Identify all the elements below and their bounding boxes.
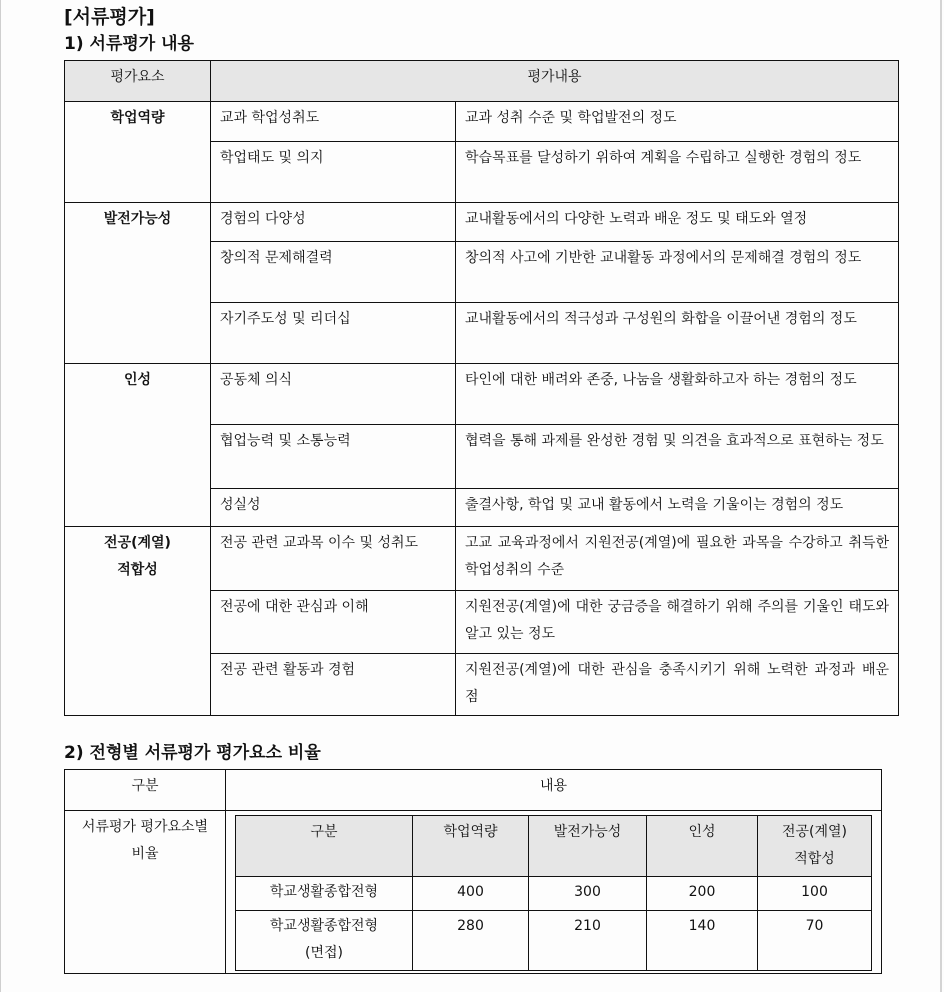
item-cell: 자기주도성 및 리더십 xyxy=(211,303,456,364)
desc-cell: 출결사항, 학업 및 교내 활동에서 노력을 기울이는 경험의 정도 xyxy=(456,489,899,527)
nested-header-major-fit xyxy=(758,816,872,877)
desc-cell: 협력을 통해 과제를 완성한 경험 및 의견을 효과적으로 표현하는 정도 xyxy=(456,425,899,489)
row-label-cell xyxy=(65,811,226,974)
desc-cell: 창의적 사고에 기반한 교내활동 과정에서의 문제해결 경험의 정도 xyxy=(456,242,899,303)
item-cell: 협업능력 및 소통능력 xyxy=(211,425,456,489)
desc-cell: 지원전공(계열)에 대한 관심을 충족시키기 위해 노력한 과정과 배운 점 xyxy=(456,654,899,716)
academic-cell: 280 xyxy=(413,911,529,971)
category-cell: 학업역량 xyxy=(65,102,211,203)
desc-cell: 교내활동에서의 다양한 노력과 배운 정도 및 태도와 열정 xyxy=(456,203,899,242)
major-fit-cell: 70 xyxy=(758,911,872,971)
category-line2: 적합성 xyxy=(117,562,158,578)
item-cell: 공동체 의식 xyxy=(211,364,456,425)
row-label-line2: 비율 xyxy=(131,846,159,862)
item-cell: 경험의 다양성 xyxy=(211,203,456,242)
category-cell xyxy=(65,527,211,716)
nested-table-cell xyxy=(226,811,882,974)
desc-cell: 교과 성취 수준 및 학업발전의 정도 xyxy=(456,102,899,142)
nested-header-major-fit-line1: 전공(계열) xyxy=(781,824,848,840)
item-cell: 성실성 xyxy=(211,489,456,527)
nested-header-row xyxy=(236,816,872,877)
header-content: 내용 xyxy=(226,770,882,811)
table-row xyxy=(65,527,899,591)
item-cell: 교과 학업성취도 xyxy=(211,102,456,142)
desc-cell: 지원전공(계열)에 대한 궁금증을 해결하기 위해 주의를 기울인 태도와 알고 있는 정도 xyxy=(456,591,899,654)
header-division: 구분 xyxy=(65,770,226,811)
potential-cell: 210 xyxy=(529,911,647,971)
type-line1: 학교생활종합전형 xyxy=(269,918,379,934)
table-row xyxy=(236,911,872,971)
desc-cell: 고교 교육과정에서 지원전공(계열)에 필요한 과목을 수강하고 취득한 학업성취의 수준 xyxy=(456,527,899,591)
item-cell: 전공 관련 교과목 이수 및 성취도 xyxy=(211,527,456,591)
desc-cell: 타인에 대한 배려와 존중, 나눔을 생활화하고자 하는 경험의 정도 xyxy=(456,364,899,425)
nested-header-academic: 학업역량 xyxy=(413,816,529,877)
category-cell: 인성 xyxy=(65,364,211,527)
header-content: 평가내용 xyxy=(211,61,899,102)
nested-header-potential: 발전가능성 xyxy=(529,816,647,877)
character-cell: 140 xyxy=(647,911,758,971)
header-element: 평가요소 xyxy=(65,61,211,102)
nested-header-type: 구분 xyxy=(236,816,413,877)
desc-cell: 교내활동에서의 적극성과 구성원의 화합을 이끌어낸 경험의 정도 xyxy=(456,303,899,364)
evaluation-content-table xyxy=(64,60,899,716)
table-header-row xyxy=(65,770,882,811)
item-cell: 전공에 대한 관심과 이해 xyxy=(211,591,456,654)
document-title: [서류평가] xyxy=(64,6,155,28)
table-row xyxy=(65,102,899,142)
potential-cell: 300 xyxy=(529,877,647,911)
table-header-row xyxy=(65,61,899,102)
type-cell: 학교생활종합전형 xyxy=(236,877,413,911)
table-row xyxy=(65,203,899,242)
row-label-line1: 서류평가 평가요소별 xyxy=(81,819,209,835)
academic-cell: 400 xyxy=(413,877,529,911)
item-cell: 전공 관련 활동과 경험 xyxy=(211,654,456,716)
page-edge-left xyxy=(0,0,1,992)
section2-heading: 2) 전형별 서류평가 평가요소 비율 xyxy=(64,743,321,763)
type-cell xyxy=(236,911,413,971)
character-cell: 200 xyxy=(647,877,758,911)
major-fit-cell: 100 xyxy=(758,877,872,911)
item-cell: 학업태도 및 의지 xyxy=(211,142,456,203)
section1-heading: 1) 서류평가 내용 xyxy=(64,34,194,54)
table-row xyxy=(236,877,872,911)
nested-header-character: 인성 xyxy=(647,816,758,877)
table-row xyxy=(65,811,882,974)
page-edge-right xyxy=(940,0,942,992)
desc-cell: 학습목표를 달성하기 위하여 계획을 수립하고 실행한 경험의 정도 xyxy=(456,142,899,203)
category-line1: 전공(계열) xyxy=(104,535,171,551)
ratio-outer-table xyxy=(64,769,882,974)
nested-header-major-fit-line2: 적합성 xyxy=(794,851,835,867)
item-cell: 창의적 문제해결력 xyxy=(211,242,456,303)
category-cell: 발전가능성 xyxy=(65,203,211,364)
table-row xyxy=(65,364,899,425)
type-line2: (면접) xyxy=(305,945,343,961)
ratio-nested-table xyxy=(235,815,872,971)
